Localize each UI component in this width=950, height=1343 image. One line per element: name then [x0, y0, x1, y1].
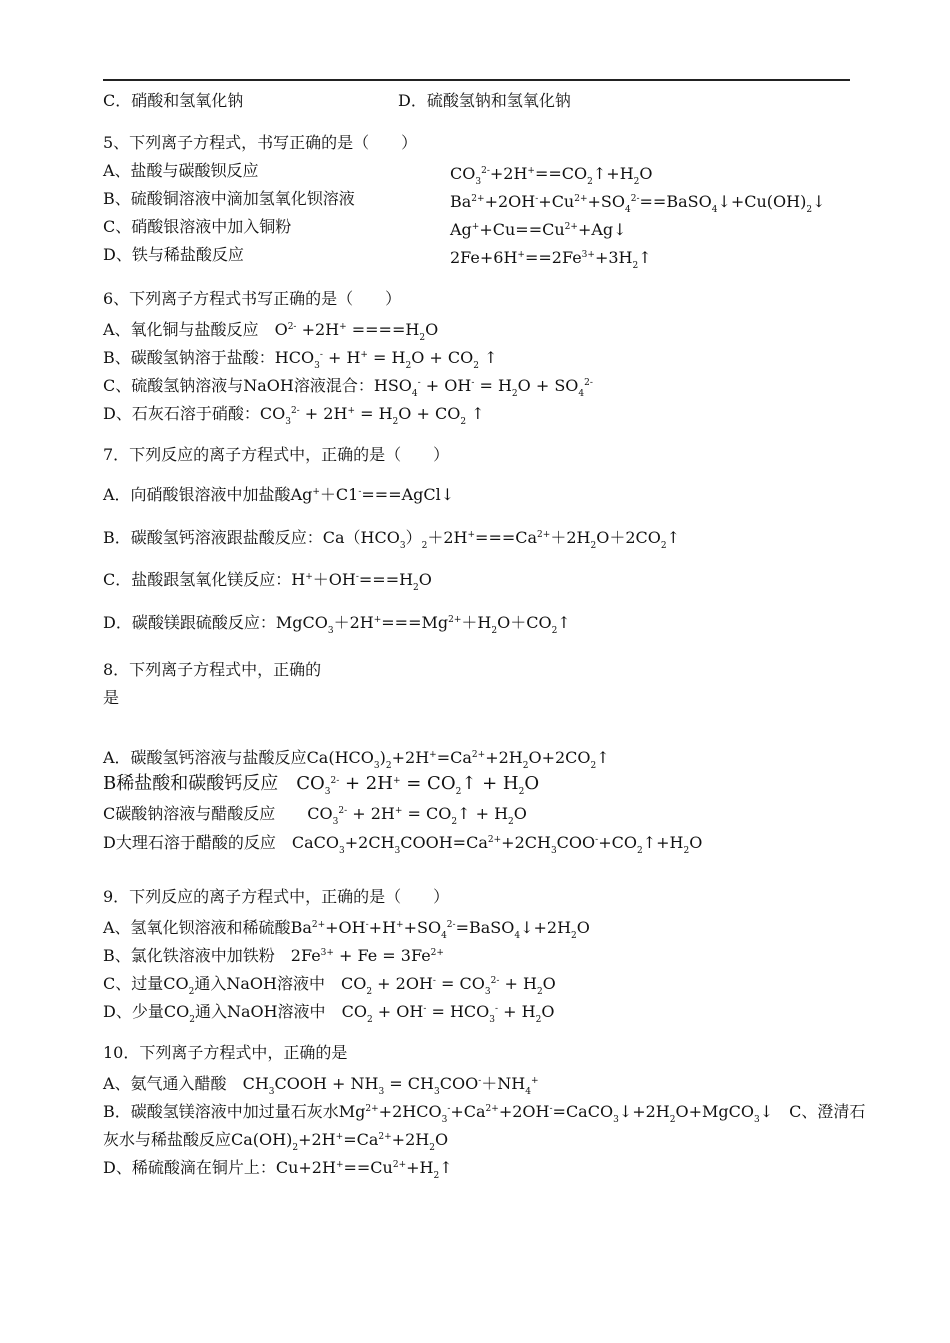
q6-option-d: D、石灰石溶于硝酸：$CO_3^{2-} + 2H^+ = H_2O + CO_2$ ↑ [103, 404, 485, 427]
q5-option-a: A、盐酸与碳酸钡反应 $CO_3^{2-}+2H^+==CO_2↑+H_2O$ [103, 160, 259, 182]
q10-option-c: 灰水与稀盐酸反应$Ca(OH)_2+2H^+=Ca^{2+}+2H_2O$ [103, 1130, 449, 1153]
q10-d-equation: $Cu+2H^+==Cu^{2+}+H_2↑$ [275, 1158, 453, 1181]
q5-b-equation: $Ba^{2+}+2OH^-+Cu^{2+}+SO_4^{2-}==BaSO_4↓+Cu(OH)_2↓$ [450, 192, 826, 215]
q10-option-c-start: C、澄清石 [789, 1102, 866, 1121]
q9-title: 9．下列反应的离子方程式中，正确的是（ ） [103, 887, 450, 906]
q8-d-equation: $CaCO_3+2CH_3COOH=Ca^{2+}+2CH_3COO^-+CO_2↑+H_2O$ [291, 833, 703, 856]
q9-c-equation: $CO_2 + 2OH^- = CO_3^{2-} + H_2O$ [340, 974, 556, 997]
top-rule [103, 79, 850, 81]
q8-c-equation: $CO_3^{2-} + 2H^+$ = $CO_2↑ + H_2O$ [307, 804, 527, 827]
q4-option-d: D．硫酸氢钠和氢氧化钠 [398, 91, 571, 110]
q10-option-b: B．碳酸氢镁溶液中加过量石灰水$Mg^{2+}+2HCO_3^-+Ca^{2+}+2OH^-=CaCO_3↓+2H_2O+MgCO_3↓$ C、澄清石 [103, 1102, 866, 1125]
q4-option-c: C．硝酸和氢氧化钠 [103, 91, 244, 110]
q7-b-equation: $Ca(HCO_3)_2+2H^+===Ca^{2+}+2H_2O+2CO_2↑$ [322, 528, 681, 551]
q5-option-b: B、硫酸铜溶液中滴加氢氧化钡溶液 $Ba^{2+}+2OH^-+Cu^{2+}+SO_4^{2-}==BaSO_4↓+Cu(OH)_2↓$ [103, 188, 355, 210]
q8-option-b: B稀盐酸和碳酸钙反应 $CO_3^{2-} + 2H^+$ = $CO_2↑ + H_2O$ [103, 773, 540, 797]
q6-title: 6、下列离子方程式书写正确的是（ ） [103, 289, 402, 308]
q8-option-a: A．碳酸氢钙溶液与盐酸反应$Ca(HCO_3)_2+2H^+=Ca^{2+}+2H_2O+2CO_2↑$ [103, 748, 610, 771]
q8-option-c: C碳酸钠溶液与醋酸反应 $CO_3^{2-} + 2H^+$ = $CO_2↑ + H_2O$ [103, 804, 527, 827]
q10-b-equation: $Mg^{2+}+2HCO_3^-+Ca^{2+}+2OH^-=CaCO_3↓+2H_2O+MgCO_3↓$ [338, 1102, 774, 1125]
q7-c-equation: $H^++OH^-===H_2O$ [291, 570, 432, 593]
q9-b-equation: $2Fe^{3+} + Fe = 3Fe^{2+}$ [290, 946, 444, 965]
q10-title: 10．下列离子方程式中，正确的是 [103, 1043, 348, 1062]
q5-option-c: C、硝酸银溶液中加入铜粉 $Ag^++Cu==Cu^{2+}+Ag↓$ [103, 217, 627, 239]
q6-option-b: B、碳酸氢钠溶于盐酸：$HCO_3^- + H^+ = H_2O + CO_2$ ↑ [103, 348, 498, 371]
q9-a-equation: $Ba^{2+}+OH^-+H^++SO_4^{2-}=BaSO_4↓+2H_2O$ [290, 918, 590, 941]
q10-option-a: A、氨气通入醋酸 $CH_3COOH + NH_3 = CH_3COO^-+NH_4^+$ [103, 1074, 539, 1097]
q6-d-equation: $CO_3^{2-} + 2H^+ = H_2O + CO_2$ ↑ [259, 404, 485, 427]
q5-c-equation: $Ag^++Cu==Cu^{2+}+Ag↓$ [450, 220, 627, 239]
q5-a-equation: $CO_3^{2-}+2H^+==CO_2↑+H_2O$ [450, 164, 653, 187]
q4-options-row [103, 90, 571, 112]
q9-option-a: A、氢氧化钡溶液和稀硫酸$Ba^{2+}+OH^-+H^++SO_4^{2-}=BaSO_4↓+2H_2O$ [103, 918, 590, 941]
q6-option-c: C、硫酸氢钠溶液与NaOH溶液混合：$HSO_4^- + OH^- = H_2O + SO_4^{2-}$ [103, 376, 593, 399]
q6-option-a: A、氧化铜与盐酸反应 $O^{2-} +2H^+ ====H_2O$ [103, 320, 439, 343]
q9-d-equation: $CO_2 + OH^- = HCO_3^- + H_2O$ [341, 1002, 555, 1025]
q7-a-equation: Ag+＋C1-===AgCl↓ [290, 485, 455, 504]
q10-c-equation: $Ca(OH)_2+2H^+=Ca^{2+}+2H_2O$ [231, 1130, 449, 1153]
q8-title-line1: 8．下列离子方程式中，正确的 [103, 660, 322, 679]
q9-option-d: D、少量$CO_2$通入NaOH溶液中 $CO_2 + OH^- = HCO_3^- + H_2O$ [103, 1002, 555, 1025]
q9-option-c: C、过量$CO_2$通入NaOH溶液中 $CO_2 + 2OH^- = CO_3^{2-} + H_2O$ [103, 974, 556, 997]
q6-c-equation: $HSO_4^- + OH^- = H_2O + SO_4^{2-}$ [373, 376, 593, 399]
q10-option-d: D、稀硫酸滴在铜片上：$Cu+2H^+==Cu^{2+}+H_2↑$ [103, 1158, 453, 1181]
q5-d-equation: $2Fe+6H^+==2Fe^{3+}+3H_2↑$ [450, 248, 652, 271]
q6-b-equation: $HCO_3^- + H^+ = H_2O + CO_2$ ↑ [274, 348, 498, 371]
q9-option-b: B、氯化铁溶液中加铁粉 $2Fe^{3+} + Fe = 3Fe^{2+}$ [103, 946, 444, 965]
q5-title: 5、下列离子方程式，书写正确的是（ ） [103, 133, 418, 152]
q6-a-equation: $O^{2-} +2H^+ ====H_2O$ [274, 320, 439, 343]
q8-option-d: D大理石溶于醋酸的反应 $CaCO_3+2CH_3COOH=Ca^{2+}+2CH_3COO^-+CO_2↑+H_2O$ [103, 833, 703, 856]
q5-option-d: D、铁与稀盐酸反应 $2Fe+6H^+==2Fe^{3+}+3H_2↑$ [103, 244, 244, 266]
q7-option-d: D．碳酸镁跟硫酸反应：$MgCO_3+2H^+===Mg^{2+}+H_2O+CO_2↑$ [103, 613, 571, 636]
q8-b-equation: $CO_3^{2-} + 2H^+$ = $CO_2↑ + H_2O$ [296, 773, 540, 797]
q10-a-equation: $CH_3COOH + NH_3 = CH_3COO^-+NH_4^+$ [242, 1074, 539, 1097]
q7-option-b: B．碳酸氢钙溶液跟盐酸反应：$Ca(HCO_3)_2+2H^+===Ca^{2+}+2H_2O+2CO_2↑$ [103, 528, 681, 551]
q7-title: 7．下列反应的离子方程式中，正确的是（ ） [103, 445, 450, 464]
q7-d-equation: $MgCO_3+2H^+===Mg^{2+}+H_2O+CO_2↑$ [275, 613, 571, 636]
q8-title-line2: 是 [103, 688, 120, 707]
q8-a-equation: $Ca(HCO_3)_2+2H^+=Ca^{2+}+2H_2O+2CO_2↑$ [306, 748, 610, 771]
q7-option-a: A．向硝酸银溶液中加盐酸Ag+＋C1-===AgCl↓ [103, 485, 455, 504]
q7-option-c: C．盐酸跟氢氧化镁反应：$H^++OH^-===H_2O$ [103, 570, 432, 593]
